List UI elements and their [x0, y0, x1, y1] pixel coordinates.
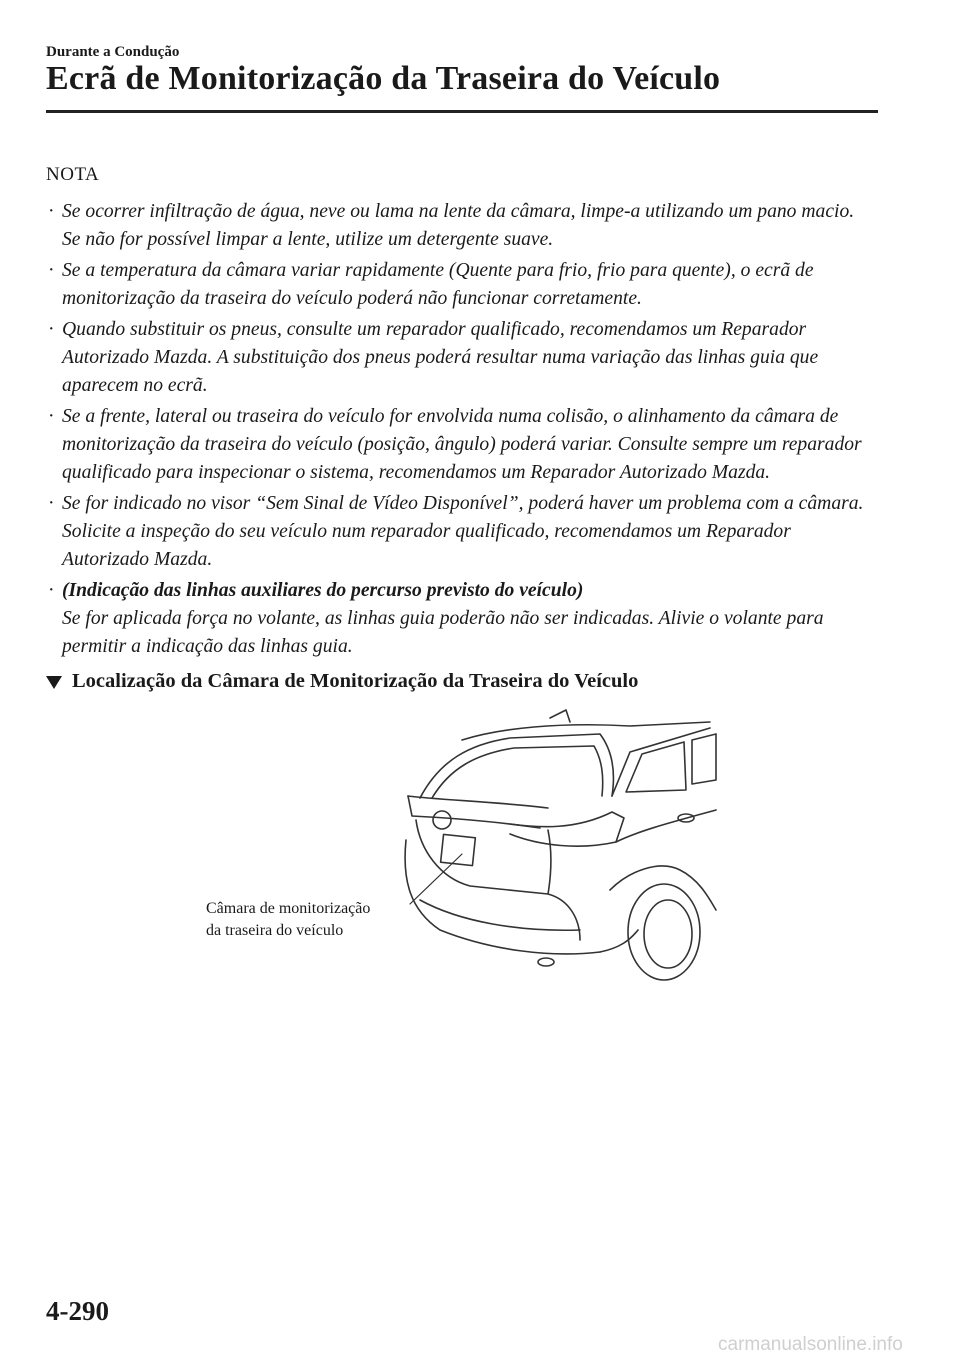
triangle-down-icon — [46, 676, 62, 689]
callout-line: Câmara de monitorização — [206, 900, 371, 917]
note-list — [46, 198, 876, 664]
bullet-icon: · — [48, 580, 55, 601]
title-rule — [46, 110, 878, 113]
note-bold-heading: (Indicação das linhas auxiliares do percurso previsto do veículo) — [62, 580, 584, 601]
note-item — [46, 198, 876, 254]
page-title: Ecrã de Monitorização da Traseira do Veículo — [46, 60, 721, 97]
bullet-icon: · — [48, 319, 55, 340]
callout-line: da traseira do veículo — [206, 922, 344, 939]
watermark: carmanualsonline.info — [718, 1334, 903, 1355]
note-text: Se for aplicada força no volante, as linhas guia poderão não ser indicadas. Alivie o volante para permitir a indicação das linhas guia. — [62, 608, 824, 657]
page-number: 4-290 — [46, 1296, 109, 1326]
note-item — [46, 257, 876, 313]
bullet-icon: · — [48, 493, 55, 514]
note-text: Se a frente, lateral ou traseira do veículo for envolvida numa colisão, o alinhamento da câmara de monitorização da traseira do veículo (posição, ângulo) poderá variar. Consulte sempre um reparador qualificado para inspecionar o sistema, recomendamos um Reparador Autorizado Mazda. — [62, 406, 862, 483]
bullet-icon: · — [48, 201, 55, 222]
subsection-heading — [46, 670, 638, 693]
note-text: Se for indicado no visor “Sem Sinal de Vídeo Disponível”, poderá haver um problema com a câmara. Solicite a inspeção do seu veículo num reparador qualificado, recomendamos um Reparador Autorizado Mazda. — [62, 493, 864, 570]
camera-callout-label — [206, 898, 370, 942]
note-text: Quando substituir os pneus, consulte um reparador qualificado, recomendamos um Reparador Autorizado Mazda. A substituição dos pneus poderá resultar numa variação das linhas guia que aparecem no ecrã. — [62, 319, 819, 396]
note-item — [46, 577, 876, 661]
note-text: Se ocorrer infiltração de água, neve ou lama na lente da câmara, limpe-a utilizando um pano macio. Se não for possível limpar a lente, utilize um detergente suave. — [62, 201, 855, 250]
note-item — [46, 403, 876, 487]
bullet-icon: · — [48, 260, 55, 281]
note-item — [46, 316, 876, 400]
note-heading: NOTA — [46, 164, 100, 185]
car-rear-illustration — [380, 700, 720, 990]
note-item — [46, 490, 876, 574]
bullet-icon: · — [48, 406, 55, 427]
section-label: Durante a Condução — [46, 44, 180, 60]
subsection-title: Localização da Câmara de Monitorização da Traseira do Veículo — [72, 670, 639, 692]
note-text: Se a temperatura da câmara variar rapidamente (Quente para frio, frio para quente), o ecrã de monitorização da traseira do veículo poderá não funcionar corretamente. — [62, 260, 814, 309]
